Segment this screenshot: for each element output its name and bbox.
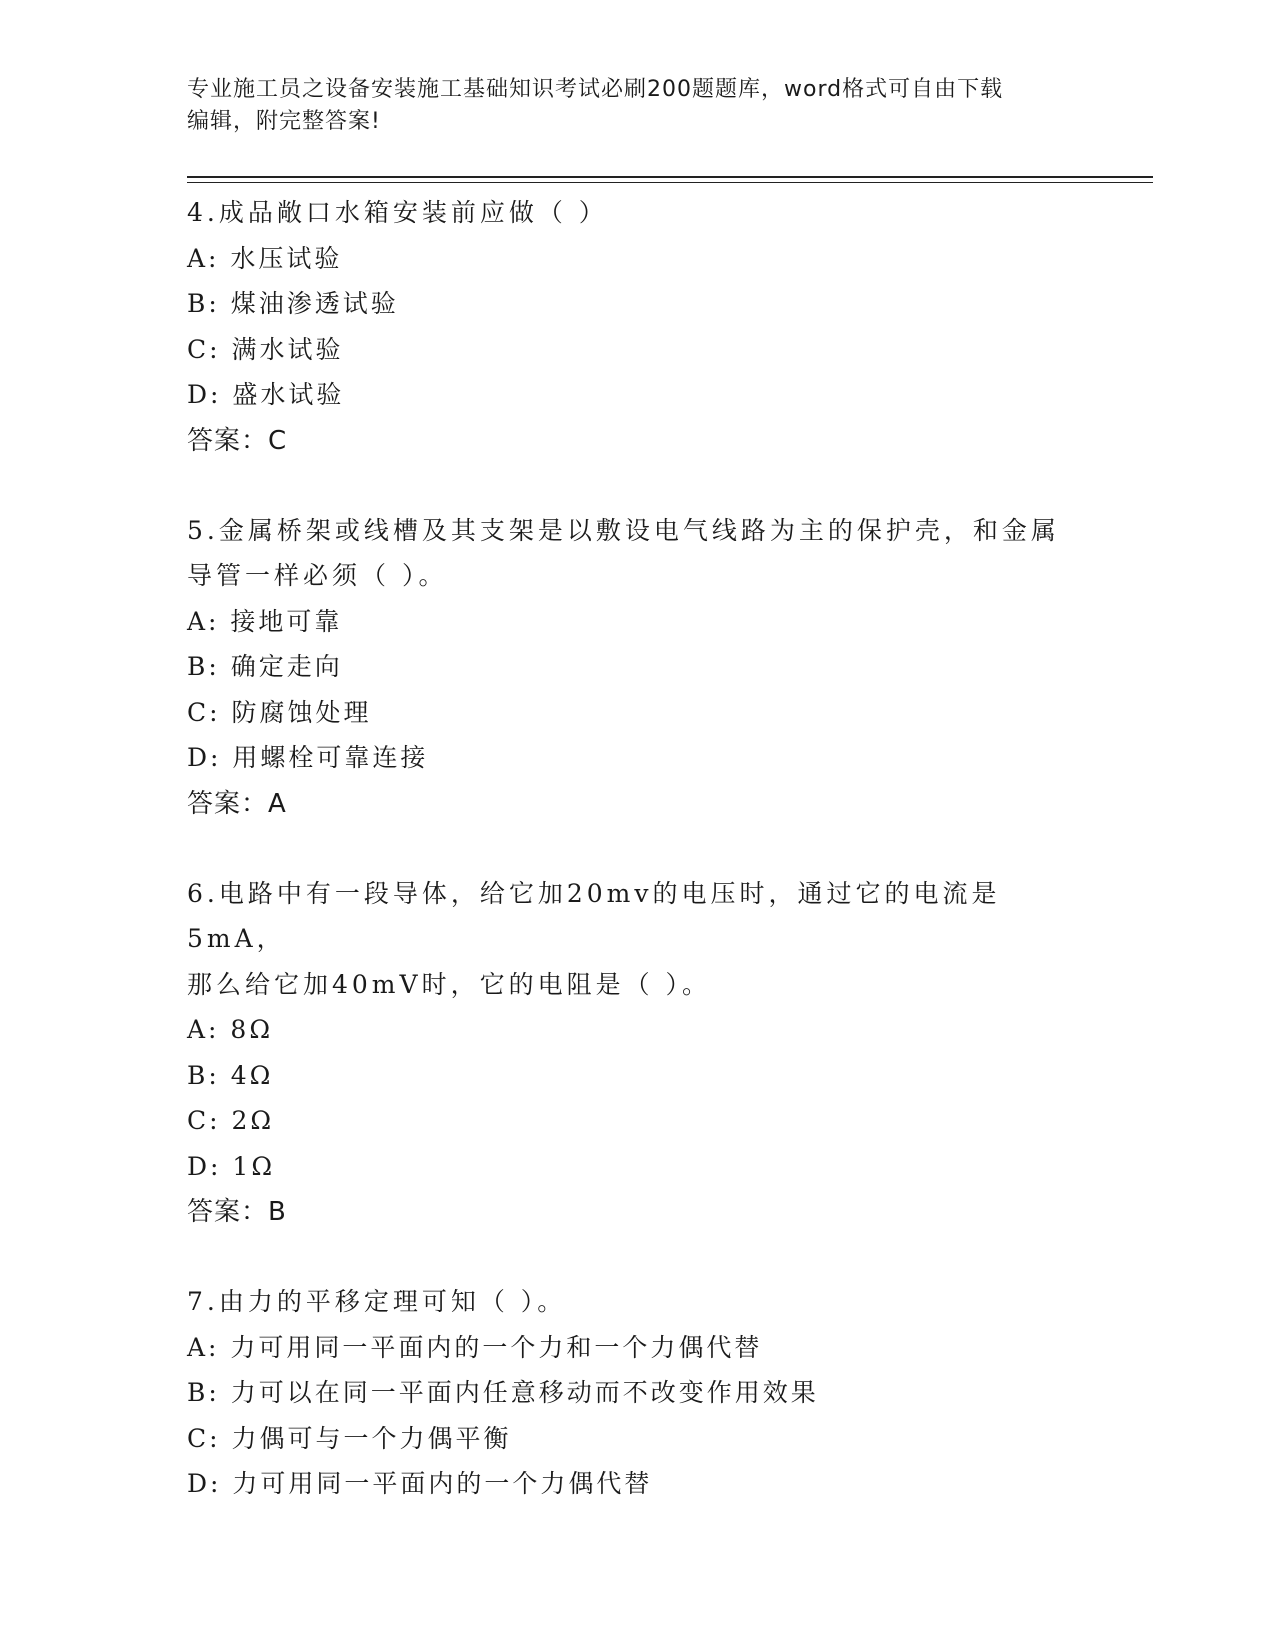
option-d: D: 力可用同一平面内的一个力偶代替 — [187, 1469, 653, 1498]
question-7 — [187, 1279, 1067, 1507]
option-d: D: 盛水试验 — [187, 380, 345, 409]
option-d: D: 1Ω — [187, 1151, 276, 1181]
question-4 — [187, 190, 1067, 464]
header-rule-thick — [187, 176, 1153, 178]
option-d: D: 用螺栓可靠连接 — [187, 743, 429, 772]
option-c: C: 满水试验 — [187, 334, 344, 364]
option-b: B: 确定走向 — [187, 652, 343, 681]
option-c: C: 力偶可与一个力偶平衡 — [187, 1423, 512, 1453]
question-stem: 5.金属桥架或线槽及其支架是以敷设电气线路为主的保护壳，和金属 — [187, 515, 1060, 545]
option-a: A: 8Ω — [187, 1015, 274, 1044]
document-header — [187, 74, 1067, 138]
option-b: B: 煤油渗透试验 — [187, 289, 399, 318]
question-5 — [187, 508, 1067, 827]
header-rule-thin — [187, 182, 1153, 183]
question-stem-continued: 导管一样必须（ ）。 — [187, 561, 448, 590]
question-stem: 6.电路中有一段导体，给它加20mv的电压时，通过它的电流是5mA， — [187, 878, 1001, 953]
header-line-1: 专业施工员之设备安装施工基础知识考试必刷200题题库，word格式可自由下载 — [187, 77, 1004, 102]
answer-line: 答案：B — [187, 1197, 287, 1227]
option-c: C: 2Ω — [187, 1106, 275, 1135]
answer-line: 答案：A — [187, 788, 287, 819]
option-c: C: 防腐蚀处理 — [187, 697, 372, 727]
question-stem: 4.成品敞口水箱安装前应做（ ） — [187, 198, 608, 227]
answer-line: 答案：C — [187, 425, 288, 456]
header-line-2: 编辑，附完整答案! — [187, 109, 381, 134]
option-b: B: 力可以在同一平面内任意移动而不改变作用效果 — [187, 1378, 819, 1407]
option-a: A: 力可用同一平面内的一个力和一个力偶代替 — [187, 1332, 763, 1362]
option-b: B: 4Ω — [187, 1060, 274, 1090]
question-list — [187, 190, 1067, 1551]
question-6 — [187, 871, 1067, 1236]
option-a: A: 水压试验 — [187, 243, 343, 273]
question-stem-continued: 那么给它加40mV时，它的电阻是（ ）。 — [187, 969, 712, 999]
question-stem: 7.由力的平移定理可知（ ）。 — [187, 1287, 567, 1316]
option-a: A: 接地可靠 — [187, 606, 343, 636]
